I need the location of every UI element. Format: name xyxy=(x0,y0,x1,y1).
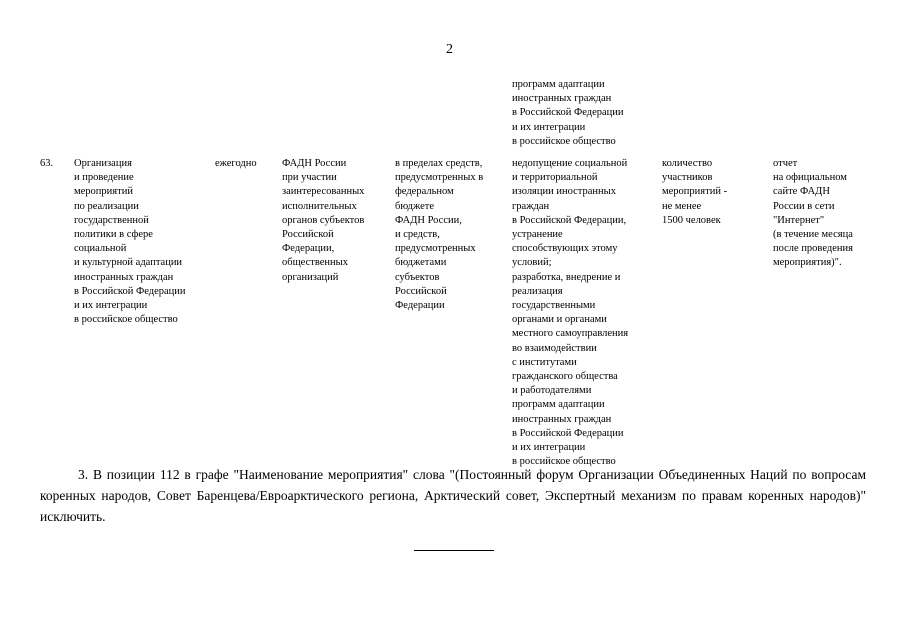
table-continuation-goal-cell: программ адаптации иностранных граждан в Российской Федерации и их интеграции в российское общество xyxy=(512,79,624,147)
amendment-paragraph: 3. В позиции 112 в графе "Наименование мероприятия" слова "(Постоянный форум Организации Объединенных Наций по вопросам коренных народов, Совет Баренцева/Евроарктического региона, Арктический совет, Экспертный механизм по правам коренных народов)" исключить. xyxy=(40,467,866,524)
executors-cell: ФАДН России при участии заинтересованных исполнительных органов субъектов Российской Федерации, общественных организаций xyxy=(282,158,365,283)
report-cell: отчет на официальном сайте ФАДН России в сети "Интернет" (в течение месяца после проведения мероприятия)". xyxy=(773,158,853,269)
goal-cell: недопущение социальной и территориальной изоляции иностранных граждан в Российской Федерации, устранение способствующих этому условий; разработка, внедрение и реализация государственными органами и органами местного самоуправления во взаимодействии с институтами гражданского общества и работодателями программ адаптации иностранных граждан в Российской Федерации и их интеграции в российское общество xyxy=(512,158,629,468)
page-number: 2 xyxy=(446,42,453,57)
row-number-cell: 63. xyxy=(40,158,54,169)
event-name-cell: Организация и проведение мероприятий по реализации государственной политики в сфере социальной и культурной адаптации иностранных граждан в Российской Федерации и их интеграции в российское общество xyxy=(74,158,186,326)
period-cell: ежегодно xyxy=(215,158,257,169)
indicator-cell: количество участников мероприятий - не менее 1500 человек xyxy=(662,158,728,226)
financing-cell: в пределах средств, предусмотренных в федеральном бюджете ФАДН России, и средств, предусмотренных бюджетами субъектов Российской Федерации xyxy=(395,158,484,312)
end-rule xyxy=(414,550,494,551)
